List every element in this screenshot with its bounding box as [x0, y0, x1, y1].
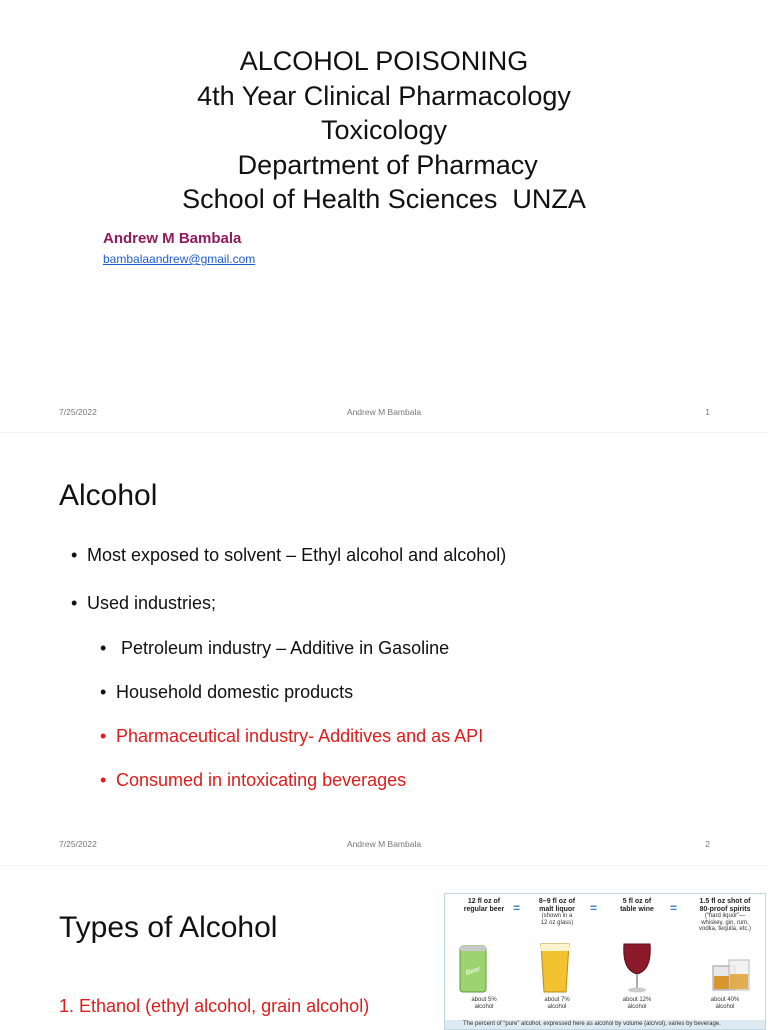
bullet-dot: •	[100, 726, 107, 746]
sub-bullet-item	[100, 638, 449, 659]
drink-subtext: 12 oz glass)	[540, 919, 574, 926]
bullet-dot: •	[100, 770, 107, 790]
bullet-dot: •	[100, 682, 107, 702]
sub-bullet-item	[100, 770, 406, 791]
slide-1-title	[0, 44, 768, 217]
bullet-item	[71, 545, 506, 566]
bullet-dot: •	[71, 545, 78, 565]
drink-subtext: whiskey, gin, rum,	[701, 919, 749, 926]
slide-1	[0, 0, 768, 432]
equals-sign: =	[670, 901, 678, 915]
title-line: School of Health Sciences UNZA	[182, 184, 586, 214]
percent-value: about 5%	[471, 997, 497, 1003]
bullet-text: Petroleum industry – Additive in Gasoline	[116, 638, 450, 658]
drink-header: 12 fl oz of	[467, 898, 501, 905]
bullet-text: Consumed in intoxicating beverages	[116, 770, 407, 790]
footer-date: 7/25/2022	[59, 407, 97, 417]
drink-header: 80-proof spirits	[699, 905, 751, 913]
drink-header: 5 fl oz of	[622, 898, 652, 905]
drink-illustrations	[445, 894, 765, 1029]
drink-header: table wine	[620, 905, 654, 913]
bullet-text: Used industries;	[87, 593, 217, 613]
bullet-dot: •	[100, 638, 107, 658]
percent-label: alcohol	[627, 1003, 647, 1010]
footer-author: Andrew M Bambala	[346, 839, 422, 849]
author-name: Andrew M Bambala	[103, 230, 242, 247]
slide-3-heading: Types of Alcohol	[59, 911, 278, 944]
slide-3	[0, 866, 768, 1027]
percent-label: alcohol	[474, 1003, 494, 1010]
bullet-text: Household domestic products	[116, 682, 354, 702]
title-line: 4th Year Clinical Pharmacology	[197, 80, 571, 111]
sub-bullet-item	[100, 682, 353, 703]
can-label: Beer	[465, 965, 482, 978]
bullet-text: Pharmaceutical industry- Additives and as API	[116, 726, 484, 746]
footer-page-number: 2	[705, 839, 710, 849]
title-line: Toxicology	[320, 115, 448, 145]
percent-label: alcohol	[547, 1003, 567, 1010]
drink-header: 8–9 fl oz of	[538, 898, 576, 905]
drink-header: regular beer	[463, 905, 505, 913]
bullet-item	[71, 593, 216, 614]
slide-2	[0, 433, 768, 865]
drink-subtext: vodka, tequila, etc.)	[698, 926, 752, 932]
footer-author: Andrew M Bambala	[346, 407, 422, 417]
author-email-link[interactable]: bambalaandrew@gmail.com	[103, 252, 256, 266]
drink-equivalents-infographic	[444, 893, 766, 1030]
alcohol-type-item: 1. Ethanol (ethyl alcohol, grain alcohol)	[59, 996, 370, 1016]
title-line: Department of Pharmacy	[230, 149, 538, 180]
bullet-dot: •	[71, 593, 78, 613]
wine-glass-icon	[624, 944, 650, 993]
percent-value: about 7%	[544, 997, 570, 1003]
drink-subtext: (“hard liquor”—	[704, 913, 746, 919]
percent-label: alcohol	[715, 1003, 735, 1010]
drink-header: 1.5 fl oz shot of	[699, 898, 751, 905]
beer-can-icon	[460, 946, 486, 992]
drink-header: malt liquor	[539, 905, 575, 913]
beer-glass-icon	[541, 944, 569, 992]
bullet-text: Most exposed to solvent – Ethyl alcohol and alcohol)	[87, 545, 507, 565]
drink-subtext: (shown in a	[541, 913, 573, 919]
infographic-caption: The percent of “pure” alcohol, expressed here as alcohol by volume (alc/vol), varies by beverage.	[445, 1020, 766, 1029]
footer-page-number: 1	[705, 407, 710, 417]
title-line: ALCOHOL POISONING	[239, 46, 529, 76]
equals-sign: =	[513, 901, 521, 915]
percent-value: about 12%	[622, 997, 652, 1003]
spirits-glass-icon	[713, 960, 749, 990]
equals-sign: =	[590, 901, 598, 915]
sub-bullet-item	[100, 726, 483, 747]
footer-date: 7/25/2022	[59, 839, 97, 849]
percent-value: about 40%	[710, 997, 740, 1003]
slide-2-heading: Alcohol	[59, 479, 158, 512]
